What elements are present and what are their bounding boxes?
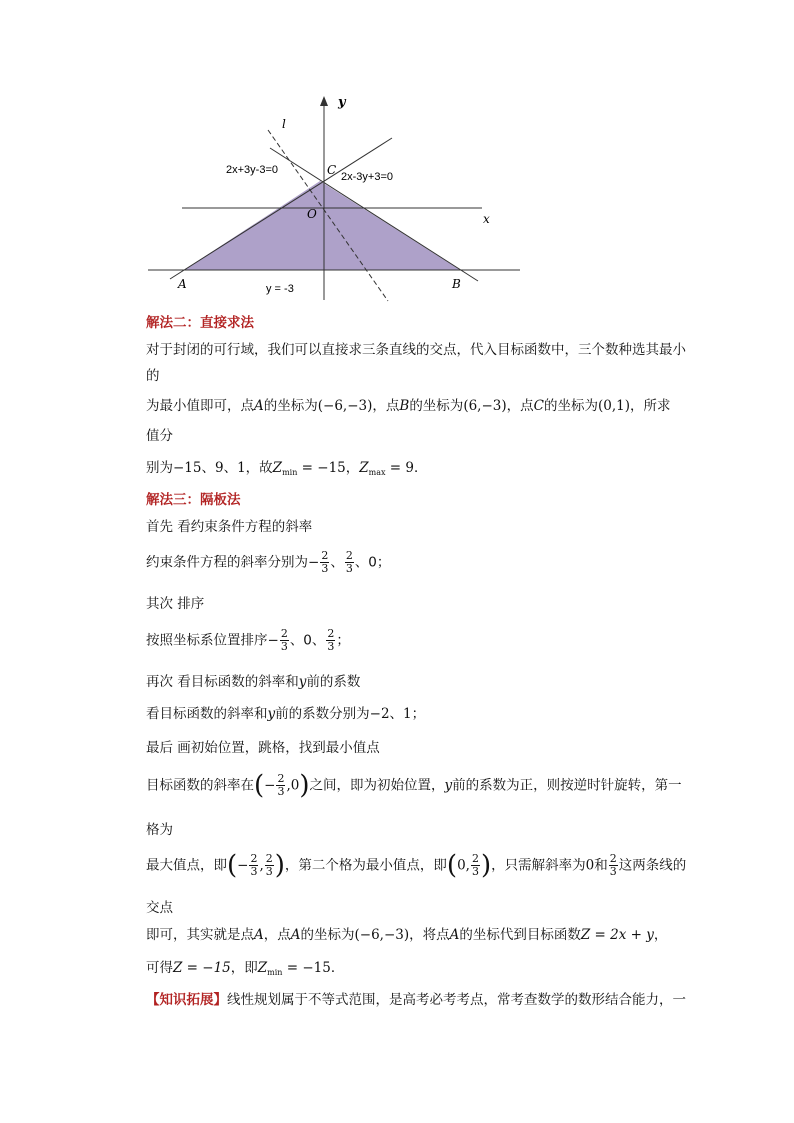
text: ．: [414, 460, 428, 476]
text: 即可，其实就是点: [146, 927, 254, 943]
text: 约束条件方程的斜率分别为: [146, 554, 308, 571]
close-paren: ): [274, 850, 285, 881]
text: 可得: [146, 960, 173, 976]
knowledge-extension: [146, 990, 686, 1010]
numerator: 2: [265, 852, 273, 865]
method2-line-1: 对于封闭的可行域，我们可以直接求三条直线的交点，代入目标函数中，三个数种选其最小: [146, 342, 686, 358]
denominator: 3: [471, 865, 479, 878]
numerator: 2: [471, 852, 479, 865]
point-a: A: [290, 927, 301, 943]
minus: −: [308, 554, 320, 571]
zmax-sub: max: [368, 468, 386, 477]
x-axis-label: x: [483, 212, 490, 226]
fraction: [265, 853, 274, 878]
knowledge-extension-label: 【知识拓展】: [146, 992, 227, 1008]
text: 的坐标为: [543, 398, 598, 414]
denominator: 3: [265, 865, 273, 878]
zmin-value: = −15: [297, 460, 346, 476]
denominator: 3: [321, 562, 329, 575]
method3-step-5: [146, 672, 360, 692]
y-axis-arrow: [320, 96, 328, 106]
text: ，点: [372, 398, 400, 414]
text: ；: [336, 632, 350, 649]
point-a: A: [254, 398, 264, 414]
fraction: [471, 853, 480, 878]
point-b: B: [399, 398, 410, 414]
line-l-label: l: [282, 117, 286, 131]
numerator: 2: [345, 549, 353, 562]
text: 、0；: [354, 554, 391, 571]
comma: ,: [259, 857, 264, 874]
text: ，: [653, 927, 668, 943]
method3-step-10: [146, 850, 687, 881]
point-a-coord: (−6,−3): [317, 398, 373, 414]
text: 的坐标为: [300, 927, 355, 943]
text: 和: [594, 857, 608, 874]
zmin-sub: min: [267, 968, 283, 977]
zero: ,0: [286, 777, 300, 794]
fraction: [326, 628, 335, 653]
close-paren: ): [299, 770, 310, 801]
denominator: 3: [327, 640, 335, 653]
fraction: [249, 853, 258, 878]
open-paren: (: [254, 770, 265, 801]
text: 之间，即为初始位置，: [309, 777, 445, 794]
fraction: [276, 773, 285, 798]
point-c-coord: (0,1): [597, 398, 630, 414]
numerator: 2: [321, 549, 329, 562]
feasible-region: [184, 181, 460, 270]
fraction: [609, 853, 618, 878]
minus: −: [267, 632, 279, 649]
values: −2、1: [369, 706, 412, 722]
method3-heading: 解法三：隔板法: [146, 492, 241, 508]
text: 的坐标为: [409, 398, 464, 414]
method3-step-7: 最后 画初始位置，跳格，找到最小值点: [146, 740, 380, 756]
method3-step-9: 格为: [146, 822, 173, 838]
text: ，第二个格为最小值点，即: [284, 857, 447, 874]
zero: 0,: [457, 857, 470, 874]
fraction: [320, 550, 329, 575]
equation-left-label: 2x+3y-3=0: [226, 164, 278, 176]
open-paren: (: [446, 850, 458, 881]
minus: −: [264, 777, 276, 794]
close-paren: ): [480, 850, 492, 881]
text: 这两条线的: [618, 857, 687, 874]
variable-y: y: [298, 674, 307, 690]
method2-line-5: [146, 458, 428, 483]
equation-right-label: 2x-3y+3=0: [341, 171, 393, 183]
text: ；: [411, 706, 426, 722]
method2-line-3: [146, 396, 671, 416]
text: 目标函数的斜率在: [146, 777, 254, 794]
method2-line-2: 的: [146, 368, 160, 384]
numerator: 2: [280, 627, 288, 640]
method3-step-3: 其次 排序: [146, 596, 205, 612]
knowledge-extension-text: 线性规划属于不等式范围，是高考必考考点，常考查数学的数形结合能力，一: [227, 992, 686, 1008]
point-b-coord: (6,−3): [463, 398, 507, 414]
text: ，故: [245, 460, 273, 476]
text: ，将点: [409, 927, 450, 943]
text: 、: [330, 554, 344, 571]
y-axis-label: y: [338, 95, 346, 110]
method3-step-4: [146, 628, 350, 653]
feasible-region-figure: [140, 88, 530, 303]
numerator: 2: [327, 627, 335, 640]
variable-y: y: [444, 777, 453, 794]
point-a: A: [449, 927, 460, 943]
method2-heading: 解法二：直接求法: [146, 315, 254, 331]
text: 再次 看目标函数的斜率和: [146, 674, 299, 690]
objective-function: Z = 2x + y: [580, 927, 654, 943]
point-a-label: A: [178, 277, 187, 291]
fraction: [345, 550, 354, 575]
point-a: A: [254, 927, 264, 943]
text: 按照坐标系位置排序: [146, 632, 268, 649]
z-value: Z = −15: [173, 960, 231, 976]
method3-step-2: [146, 550, 390, 575]
text: ，即: [230, 960, 258, 976]
method3-step-6: [146, 704, 425, 724]
zero: 0: [585, 857, 595, 874]
numerator: 2: [609, 852, 617, 865]
text: 为最小值即可，点: [146, 398, 254, 414]
numerator: 2: [277, 772, 285, 785]
text: ，只需解斜率为: [491, 857, 586, 874]
method3-step-12: [146, 925, 667, 945]
text: 前的系数为正，则按逆时针旋转，第一: [452, 777, 682, 794]
text: ，: [345, 460, 360, 476]
text: 看目标函数的斜率和: [146, 706, 268, 722]
method3-step-13: [146, 958, 344, 983]
open-paren: (: [227, 850, 238, 881]
text: ．: [330, 960, 345, 976]
zmin: Z: [257, 960, 268, 976]
zmin: Z: [272, 460, 283, 476]
text: 最大值点，即: [146, 857, 227, 874]
method3-step-8: [146, 770, 682, 801]
denominator: 3: [345, 562, 353, 575]
text: 前的系数: [306, 674, 361, 690]
text: ，所求: [630, 398, 671, 414]
text: ，点: [263, 927, 291, 943]
denominator: 3: [280, 640, 288, 653]
zmin-sub: min: [282, 468, 298, 477]
zmax-value: = 9: [385, 460, 414, 476]
origin-label: O: [307, 207, 317, 221]
text: 别为: [146, 460, 173, 476]
denominator: 3: [250, 865, 258, 878]
fraction: [280, 628, 289, 653]
zmin-value: = −15: [282, 960, 331, 976]
point-b-label: B: [452, 277, 461, 291]
minus: −: [237, 857, 249, 874]
text: ，点: [506, 398, 534, 414]
point-c-label: C: [327, 163, 337, 177]
point-a-coord: (−6,−3): [354, 927, 410, 943]
zmax: Z: [359, 460, 369, 476]
method2-line-4: 值分: [146, 428, 173, 444]
text: 的坐标代到目标函数: [459, 927, 581, 943]
numerator: 2: [250, 852, 258, 865]
variable-y: y: [267, 706, 276, 722]
method3-step-1: 首先 看约束条件方程的斜率: [146, 519, 313, 535]
text: 、0、: [289, 632, 326, 649]
equation-bottom-label: y = -3: [266, 283, 294, 295]
denominator: 3: [609, 865, 617, 878]
denominator: 3: [277, 785, 285, 798]
text: 的坐标为: [263, 398, 318, 414]
values: −15、9、1: [173, 460, 246, 476]
point-c: C: [533, 398, 544, 414]
method3-step-11: 交点: [146, 900, 173, 916]
text: 前的系数分别为: [275, 706, 370, 722]
